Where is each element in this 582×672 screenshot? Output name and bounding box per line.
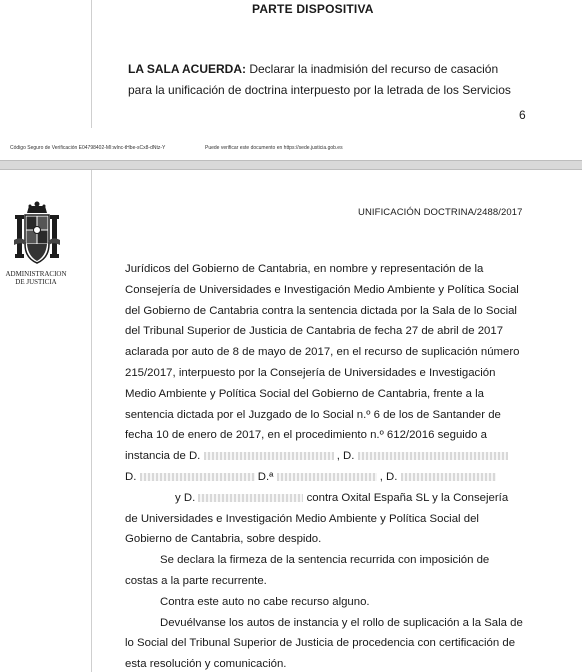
body-text: D.ª	[257, 471, 274, 483]
body-line: esta resolución y comunicación.	[125, 658, 287, 671]
body-line	[128, 62, 498, 76]
document-page-top	[0, 0, 582, 160]
body-text: , D.	[336, 450, 355, 463]
body-line: fecha 10 de enero de 2017, en el procedimiento n.º 612/2016 seguido a	[125, 429, 487, 442]
body-text: y D.	[175, 491, 196, 504]
document-reference: UNIFICACIÓN DOCTRINA/2488/2017	[358, 207, 523, 218]
body-line: para la unificación de doctrina interpuesto por la letrada de los Servicios	[128, 83, 511, 97]
ruling-heading: LA SALA ACUERDA:	[128, 62, 246, 76]
body-line: costas a la parte recurrente.	[125, 575, 267, 587]
redaction-mark	[140, 473, 255, 481]
body-text: Declarar la inadmisión del recurso de casación	[246, 62, 499, 76]
body-text: instancia de D.	[125, 450, 201, 463]
body-line: del Gobierno de Cantabria contra la sentencia dictada por la Sala de lo Social	[125, 304, 517, 317]
verification-link[interactable]: Puede verificar este documento en https://sede.justicia.gob.es	[205, 145, 343, 151]
institution-label-line: ADMINISTRACION	[5, 270, 67, 278]
redaction-mark	[401, 473, 496, 481]
margin-rule	[91, 0, 92, 128]
document-page	[0, 170, 582, 672]
body-line: lo Social del Tribunal Superior de Justicia de procedencia con certificación de	[125, 637, 516, 650]
body-text: contra Oxital España SL y la Consejería	[306, 491, 509, 504]
page-number: 6	[519, 108, 526, 122]
body-line: Se declara la firmeza de la sentencia recurrida con imposición de	[160, 554, 490, 567]
coat-of-arms-emblem	[14, 200, 60, 270]
body-line: Jurídicos del Gobierno de Cantabria, en nombre y representación de la	[125, 263, 484, 275]
verification-code: Código Seguro de Verificación E04798402-MI:wInc-tHbe-sCx8-dNtz-Y	[10, 145, 166, 151]
body-line-redacted	[125, 471, 496, 483]
body-line: aclarada por auto de 8 de mayo de 2017, en el recurso de suplicación número	[125, 346, 520, 359]
body-line: sentencia dictada por el Juzgado de lo Social n.º 6 de los de Santander de	[125, 408, 501, 421]
body-line: 215/2017, interpuesto por la Consejería de Universidades e Investigación	[125, 367, 496, 379]
redaction-mark	[277, 473, 377, 481]
body-line: del Tribunal Superior de Justicia de Cantabria de fecha 27 de abril de 2017	[125, 325, 504, 338]
body-line: Gobierno de Cantabria, sobre despido.	[125, 533, 322, 546]
body-line: Contra este auto no cabe recurso alguno.	[160, 595, 370, 608]
section-title: PARTE DISPOSITIVA	[252, 2, 374, 16]
redaction-mark	[358, 452, 508, 460]
institution-label-line: DE JUSTICIA	[15, 278, 57, 286]
body-line: Devuélvanse los autos de instancia y el rollo de suplicación a la Sala de	[160, 616, 523, 629]
body-line-redacted	[125, 450, 508, 462]
body-line: Consejería de Universidades e Investigación Medio Ambiente y Política Social	[125, 283, 519, 296]
page-separator	[0, 160, 582, 170]
body-line: Medio Ambiente y Política Social del Gobierno de Cantabria, frente a la	[125, 387, 485, 400]
redaction-mark	[204, 452, 334, 460]
redaction-mark	[198, 494, 303, 502]
margin-rule	[91, 170, 92, 672]
institution-label	[4, 270, 68, 286]
body-text: , D.	[379, 471, 398, 483]
body-line: de Universidades e Investigación Medio Ambiente y Política Social del	[125, 512, 479, 525]
body-line-redacted	[175, 492, 508, 504]
body-text: D.	[125, 471, 137, 483]
